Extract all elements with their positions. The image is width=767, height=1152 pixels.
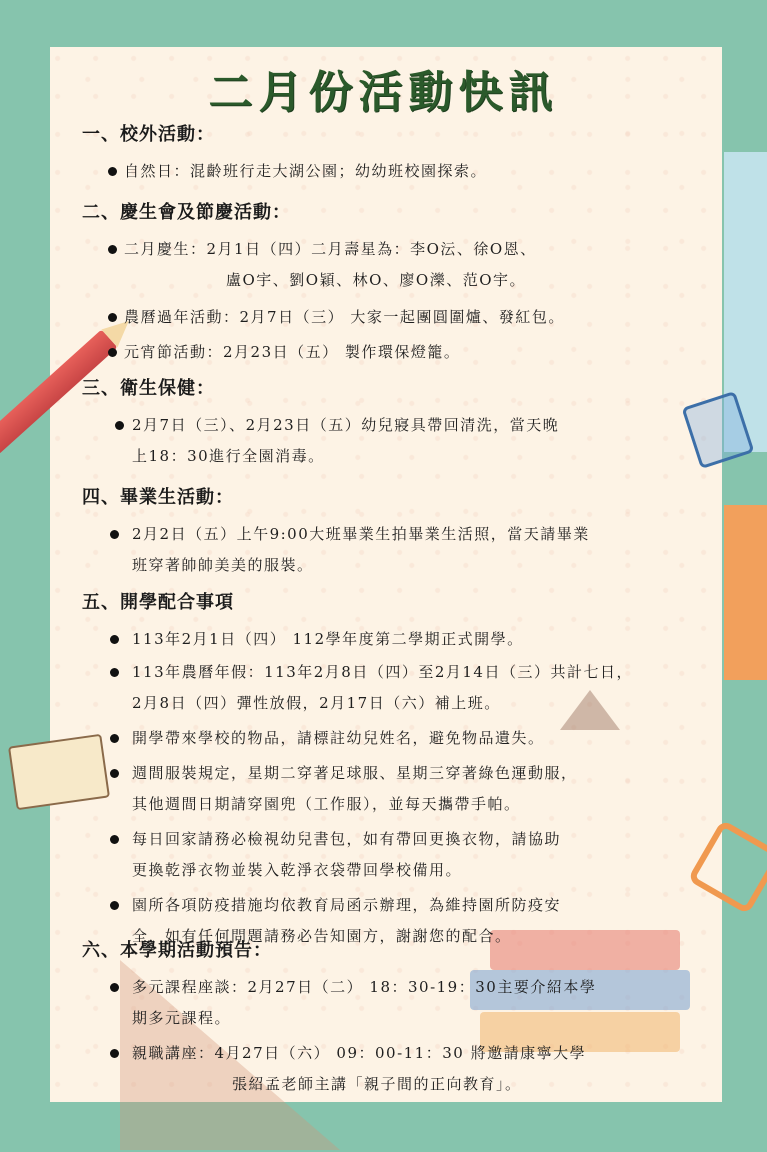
- bullet-icon: [110, 769, 119, 778]
- list-item: 園所各項防疫措施均依教育局函示辦理，為維持園所防疫安 全，如有任何問題請務必告知園方，謝謝您的配合。: [82, 890, 722, 952]
- list-item: 每日回家請務必檢視幼兒書包，如有帶回更換衣物，請協助 更換乾淨衣物並裝入乾淨衣袋帶回學校備用。: [82, 824, 722, 886]
- section-heading: 二、慶生會及節慶活動：: [82, 202, 291, 223]
- list-item: 開學帶來學校的物品，請標註幼兒姓名，避免物品遺失。: [82, 723, 722, 754]
- list-item: 2月2日（五）上午9:00大班畢業生拍畢業生活照，當天請畢業 班穿著帥帥美美的服裝。: [82, 519, 722, 581]
- list-item: 2月7日（三）、2月23日（五）幼兒寢具帶回清洗，當天晚 上18：30進行全園消毒。: [82, 410, 722, 472]
- bullet-icon: [108, 348, 117, 357]
- section-birthday-festival: [82, 198, 722, 368]
- bullet-icon: [108, 245, 117, 254]
- bullet-icon: [115, 421, 124, 430]
- list-item: 元宵節活動：2月23日（五） 製作環保燈籠。: [82, 337, 722, 368]
- section-graduates: [82, 483, 722, 581]
- bullet-icon: [108, 313, 117, 322]
- list-item: 自然日：混齡班行走大湖公園；幼幼班校園探索。: [82, 156, 722, 187]
- section-health: [82, 374, 722, 472]
- list-item: 多元課程座談：2月27日（二） 18：30-19：30主要介紹本學 期多元課程。: [82, 972, 722, 1034]
- section-semester-preview: [82, 936, 722, 1100]
- bullet-icon: [110, 835, 119, 844]
- bullet-icon: [110, 983, 119, 992]
- bullet-icon: [110, 668, 119, 677]
- section-heading: 五、開學配合事項: [82, 592, 234, 613]
- bullet-icon: [108, 167, 117, 176]
- list-item: 農曆過年活動：2月7日（三） 大家一起團圓圍爐、發紅包。: [82, 302, 722, 333]
- bullet-icon: [110, 734, 119, 743]
- page-title: 二月份活動快訊: [208, 67, 559, 118]
- bullet-icon: [110, 901, 119, 910]
- section-heading: 四、畢業生活動：: [82, 487, 234, 508]
- bullet-icon: [110, 530, 119, 539]
- list-item: 113年農曆年假：113年2月8日（四）至2月14日（三）共計七日， 2月8日（四）彈性放假，2月17日（六）補上班。: [82, 657, 722, 719]
- list-item: 親職講座：4月27日（六） 09：00-11：30 將邀請康寧大學 張紹孟老師主講「親子間的正向教育」。: [82, 1038, 722, 1100]
- bullet-icon: [110, 635, 119, 644]
- section-heading: 六、本學期活動預告：: [82, 940, 272, 961]
- section-heading: 三、衛生保健：: [82, 378, 215, 399]
- bullet-icon: [110, 1049, 119, 1058]
- section-school-start: [82, 588, 722, 952]
- list-item: 二月慶生：2月1日（四）二月壽星為：李O沄、徐O恩、 盧O宇、劉O穎、林O、廖O濼、范O宇。: [82, 234, 722, 296]
- section-heading: 一、校外活動：: [82, 124, 215, 145]
- list-item: 113年2月1日（四） 112學年度第二學期正式開學。: [82, 624, 722, 655]
- decor-orange-stripe: [724, 505, 767, 680]
- section-off-campus: [82, 120, 722, 187]
- list-item: 週間服裝規定，星期二穿著足球服、星期三穿著綠色運動服， 其他週間日期請穿園兜（工作服），並每天攜帶手帕。: [82, 758, 722, 820]
